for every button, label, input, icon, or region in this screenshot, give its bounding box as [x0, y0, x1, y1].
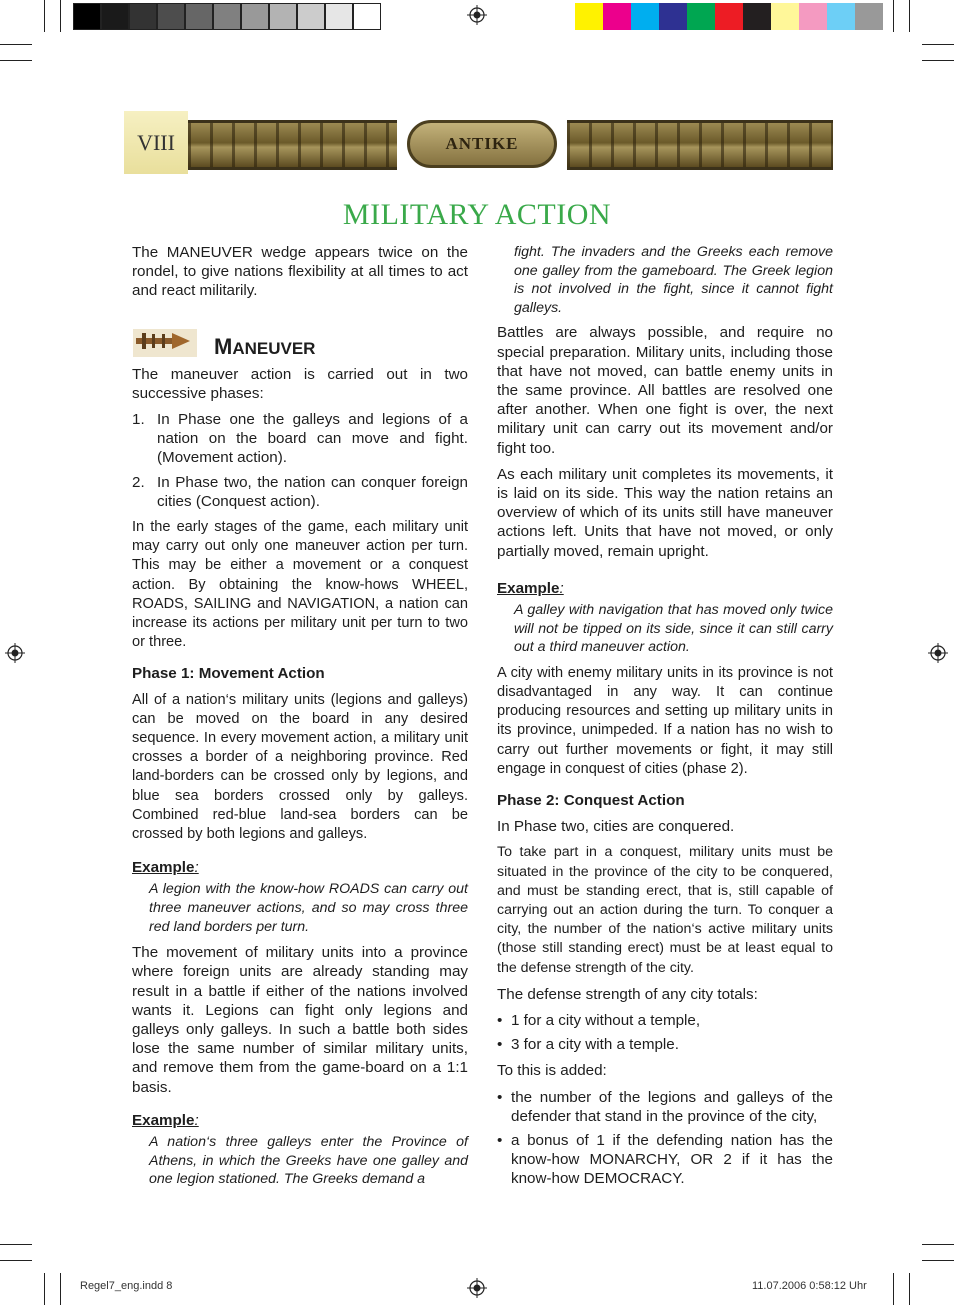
color-swatch	[269, 3, 297, 30]
color-swatch	[297, 3, 325, 30]
left-column	[132, 243, 468, 1196]
list-text: a bonus of 1 if the defending nation has the know-how MONARCHY, OR 2 if it has the know-how DEMOCRACY.	[511, 1132, 833, 1188]
color-swatch	[631, 3, 659, 30]
color-swatch	[687, 3, 715, 30]
color-swatch	[659, 3, 687, 30]
paragraph: The maneuver action is carried out in two successive phases:	[132, 365, 468, 402]
bonus-list	[497, 1088, 833, 1189]
list-item	[497, 1088, 833, 1126]
crop-mark	[44, 0, 45, 32]
arrow-icon	[132, 321, 198, 361]
crop-mark	[922, 44, 954, 45]
bullet: •	[497, 1036, 503, 1054]
paragraph: The defense strength of any city totals:	[497, 985, 758, 1003]
list-item	[497, 1131, 833, 1189]
paragraph: In the early stages of the game, each military unit may carry out only one maneuver action per turn. This may be either a movement or a conquest action. By obtaining the know-hows WHEEL, ROADS, SAILING and NAVIGATION, a nation can increase its actions per military unit per turn to two or three.	[132, 519, 468, 651]
logo-text: ANTIKE	[445, 134, 519, 153]
color-swatch	[603, 3, 631, 30]
color-swatch	[129, 3, 157, 30]
color-swatch	[353, 3, 381, 30]
bullet: •	[497, 1132, 503, 1150]
page-title: MILITARY ACTION	[342, 198, 612, 231]
paragraph: To take part in a conquest, military units must be situated in the province of the city to be conquered, and must be standing erect, that is, still capable of carrying out an action during the turn. To conquer a city, the number of the nation‘s active military units (those still standing erect) must be at least equal to the defense strength of the city.	[497, 844, 833, 976]
example-text: A galley with navigation that has moved only twice will not be tipped on its side, since it can still carry out a third maneuver action.	[514, 602, 833, 656]
phase-list	[132, 410, 468, 511]
footer-date: 11.07.2006 0:58:12 Uhr	[752, 1280, 867, 1292]
example-label	[132, 1111, 468, 1130]
crop-mark	[0, 60, 32, 61]
color-swatch	[715, 3, 743, 30]
example-label	[132, 858, 468, 877]
defense-list	[497, 1011, 833, 1054]
crop-mark	[909, 1273, 910, 1305]
paragraph: A city with enemy military units in its province is not disadvantaged in any way. It can continue producing resources and setting up military units in its province, unimpeded. If a nation has no wish to carry out further movements or fight, it may still engage in conquest of cities (phase 2).	[497, 664, 833, 777]
crop-mark	[0, 1244, 32, 1245]
example-text: A legion with the know-how ROADS can carry out three maneuver actions, and so may cross three red land borders per turn.	[149, 881, 468, 935]
example-label-text: Example	[132, 859, 195, 877]
page-number: VIII	[124, 111, 188, 174]
color-swatch	[101, 3, 129, 30]
example-label-text: Example	[497, 579, 560, 597]
example-colon: :	[194, 859, 199, 877]
list-item	[497, 1035, 833, 1054]
color-swatch	[241, 3, 269, 30]
section-title-rest: ANEUVER	[232, 338, 316, 358]
registration-mark-icon	[928, 643, 948, 663]
paragraph: All of a nation‘s military units (legions and galleys) can be moved on the board in any desired sequence. In every movement action, a military unit crosses a border of a neighboring province. Red land-borders can be crossed only by legions, and blue sea borders crossed only by galleys. Combined red-blue land-sea borders can be crossed by both legions and galleys.	[132, 691, 468, 843]
crop-mark	[893, 1273, 894, 1305]
crop-mark	[909, 0, 910, 32]
crop-mark	[0, 44, 32, 45]
crop-mark	[60, 0, 61, 32]
paragraph: To this is added:	[497, 1062, 607, 1080]
list-number: 1.	[132, 411, 145, 429]
list-text: 1 for a city without a temple,	[511, 1012, 701, 1030]
crop-mark	[922, 60, 954, 61]
list-text: In Phase two, the nation can conquer foreign cities (Conquest action).	[157, 473, 468, 510]
color-swatch	[855, 3, 883, 30]
section-title-initial: M	[214, 333, 233, 359]
list-item	[132, 410, 468, 468]
bullet: •	[497, 1012, 503, 1030]
paragraph: The movement of military units into a province where foreign units are already standing may result in a battle if either of the nations involved wants it. Legions can fight only legions and galleys only galleys. In such a battle both sides lose the same number of similar military units, and remove them from the game-board on a 1:1 basis.	[132, 944, 468, 1096]
paragraph: In Phase two, cities are conquered.	[497, 818, 735, 836]
color-swatch	[325, 3, 353, 30]
footer-file: Regel7_eng.indd 8	[80, 1280, 173, 1292]
crop-mark	[0, 1260, 32, 1261]
bullet: •	[497, 1088, 503, 1106]
color-swatch	[575, 3, 603, 30]
list-item	[132, 473, 468, 511]
right-column	[497, 243, 833, 1196]
list-text: the number of the legions and galleys of the defender that stand in the province of the city,	[511, 1088, 833, 1125]
intro-paragraph: The MANEUVER wedge appears twice on the rondel, to give nations flexibility at all times to act and react militarily.	[132, 244, 468, 300]
example-colon: :	[194, 1111, 199, 1129]
paragraph: Battles are always possible, and require no special preparation. Military units, including those that have not moved, can battle enemy units in the same province. All battles are resolved one after another. When one fight is over, the next military unit can carry out its movement and/or fight too.	[497, 324, 833, 457]
color-swatch	[185, 3, 213, 30]
decorative-frieze-right	[567, 120, 833, 170]
example-colon: :	[559, 579, 564, 597]
color-swatch	[827, 3, 855, 30]
registration-mark-icon	[467, 5, 487, 25]
registration-mark-icon	[467, 1278, 487, 1298]
crop-mark	[922, 1260, 954, 1261]
registration-mark-icon	[5, 643, 25, 663]
phase2-heading: Phase 2: Conquest Action	[497, 792, 685, 810]
example-label-text: Example	[132, 1111, 195, 1129]
phase1-heading: Phase 1: Movement Action	[132, 665, 325, 683]
crop-mark	[44, 1273, 45, 1305]
crop-mark	[893, 0, 894, 32]
list-text: 3 for a city with a temple.	[511, 1036, 679, 1054]
decorative-frieze-left	[188, 120, 397, 170]
game-logo	[407, 120, 557, 168]
example-label	[497, 579, 833, 598]
color-swatch	[73, 3, 101, 30]
section-heading	[132, 321, 468, 361]
section-title	[214, 335, 315, 361]
color-swatch	[743, 3, 771, 30]
color-swatch	[771, 3, 799, 30]
color-swatch	[213, 3, 241, 30]
crop-mark	[922, 1244, 954, 1245]
list-number: 2.	[132, 473, 145, 491]
example-text: fight. The invaders and the Greeks each remove one galley from the gameboard. The Greek legion is not involved in the fight, since it cannot fight galleys.	[514, 244, 833, 316]
list-text: In Phase one the galleys and legions of a nation on the board can move and fight. (Movement action).	[157, 411, 468, 467]
color-swatch	[157, 3, 185, 30]
crop-mark	[60, 1273, 61, 1305]
list-item	[497, 1011, 833, 1030]
paragraph: As each military unit completes its movements, it is laid on its side. This way the nation retains an overview of which of its units still have maneuver actions left. Units that have not moved, or only partially moved, remain upright.	[497, 465, 833, 560]
example-text: A nation‘s three galleys enter the Province of Athens, in which the Greeks have one galley and one legion stationed. The Greeks demand a	[149, 1134, 468, 1188]
color-swatch	[799, 3, 827, 30]
